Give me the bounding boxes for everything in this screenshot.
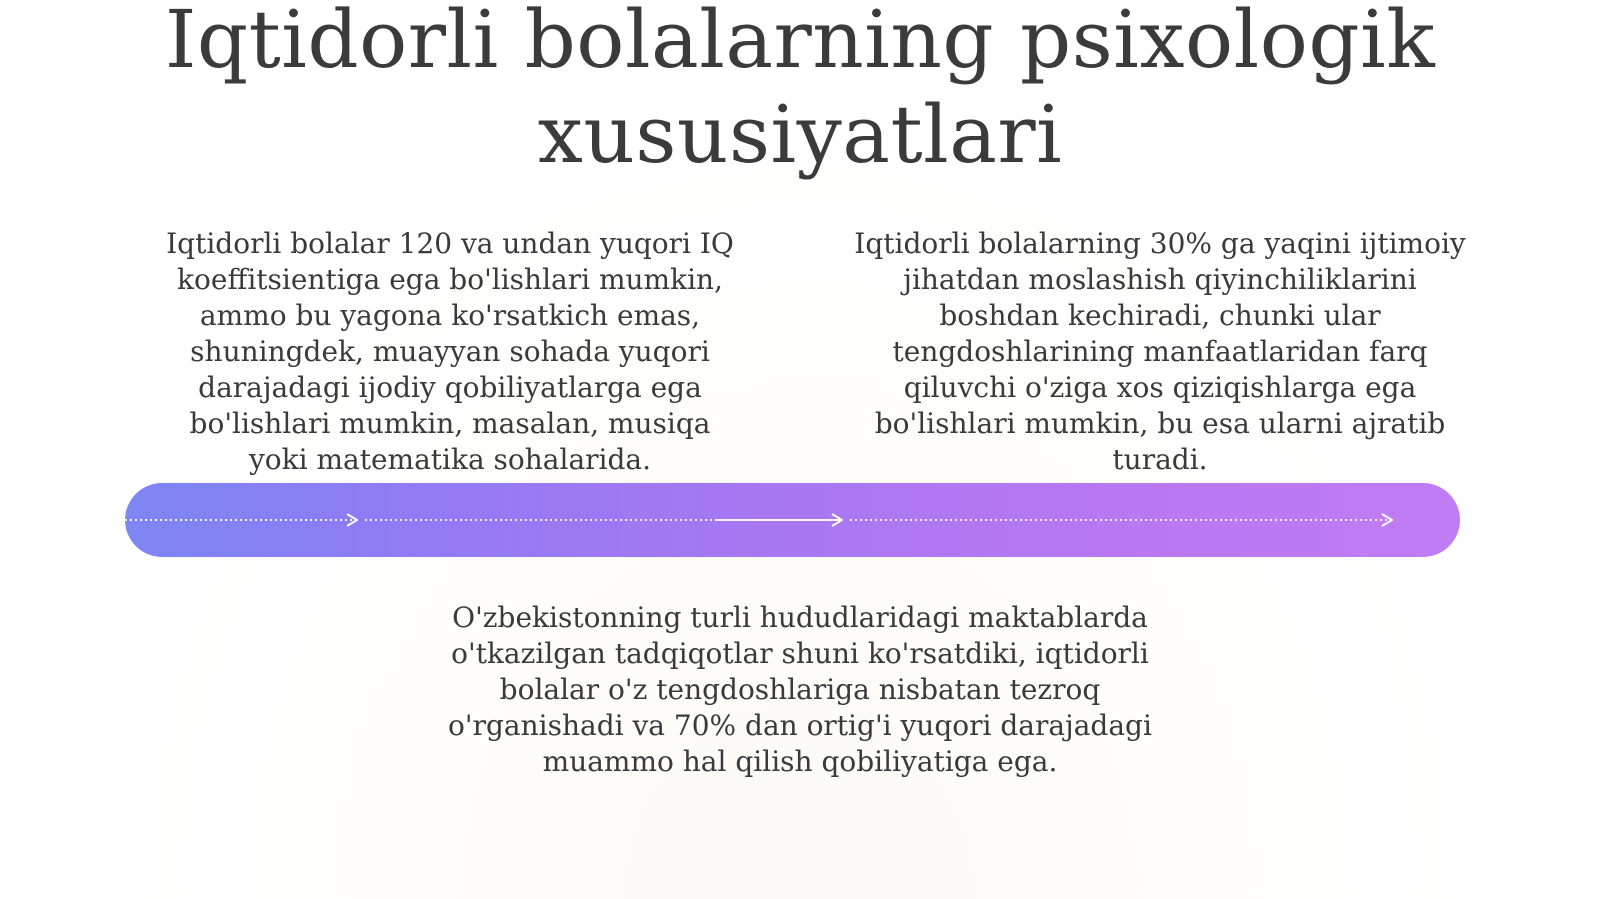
paragraph-right: Iqtidorli bolalarning 30% ga yaqini ijtimoiy jihatdan moslashish qiyinchiliklarini boshdan kechiradi, chunki ular tengdoshlarining manfaatlaridan farq qiluvchi o'ziga xos qiziqishlarga ega bo'lishlari mumkin, bu esa ularni ajratib turadi. [854,227,1466,476]
timeline-arrows [125,483,1460,557]
arrow-right-icon [715,514,842,526]
timeline-bar [125,483,1460,557]
paragraph-bottom: O'zbekistonning turli hududlaridagi maktablarda o'tkazilgan tadqiqotlar shuni ko'rsatdiki, iqtidorli bolalar o'z tengdoshlariga nisbatan tezroq o'rganishadi va 70% dan ortig'i yuqori darajadagi muammo hal qilish qobiliyatiga ega. [448,601,1152,778]
paragraph-left: Iqtidorli bolalar 120 va undan yuqori IQ koeffitsientiga ega bo'lishlari mumkin, ammo bu yagona ko'rsatkich emas, shuningdek, muayyan sohada yuqori darajadagi ijodiy qobiliyatlarga ega bo'lishlari mumkin, masalan, musiqa yoki matematika sohalarida. [166,227,734,476]
arrow-right-icon [850,514,1392,526]
slide-title: Iqtidorli bolalarning psixologik xususiyatlari [164,0,1436,181]
arrow-right-icon [125,514,357,526]
